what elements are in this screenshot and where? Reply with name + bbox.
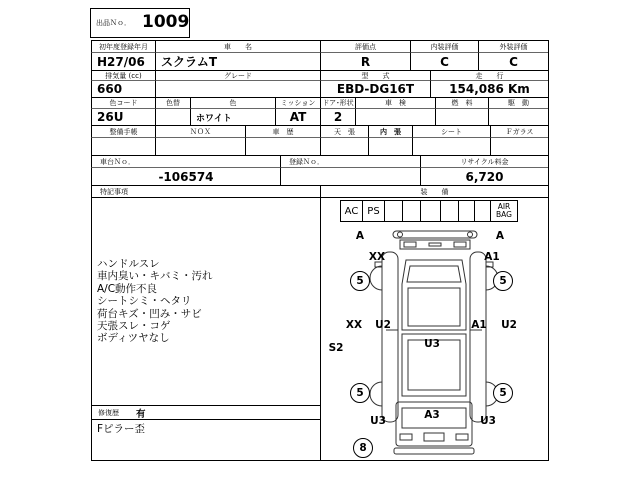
model-code-value: EBD-DG16T bbox=[320, 80, 430, 97]
damage-mark-bed: U3 bbox=[424, 338, 440, 350]
headlight-left bbox=[404, 242, 416, 247]
tail-light-left bbox=[400, 434, 412, 440]
history-value bbox=[245, 137, 320, 155]
color-change-value bbox=[155, 108, 190, 125]
door-trim-value bbox=[368, 137, 412, 155]
chassis-no-label: 車台Ｎｏ． bbox=[91, 155, 280, 167]
color-code-value: 26U bbox=[91, 108, 155, 125]
drive-label: 駆 動 bbox=[488, 97, 548, 108]
equipment-airbag-line2: BAG bbox=[496, 210, 512, 219]
equipment-airbag bbox=[491, 201, 517, 221]
equipment-empty-box bbox=[385, 201, 403, 221]
front-view bbox=[393, 231, 477, 249]
cab-roof bbox=[408, 288, 460, 326]
first-registration-value: H27/06 bbox=[91, 52, 155, 70]
car-name-value: スクラムT bbox=[155, 52, 320, 70]
front-fog-light-right bbox=[468, 232, 473, 237]
recycle-fee-label: リサイクル料金 bbox=[420, 155, 548, 167]
displacement-label: 排気量 (cc) bbox=[91, 70, 155, 80]
exterior-grade-value: C bbox=[478, 52, 548, 70]
mileage-value: 154,086 Km bbox=[430, 80, 548, 97]
equipment-ac bbox=[341, 201, 363, 221]
lot-number: 1009 bbox=[142, 12, 190, 32]
damage-mark-front-left: A bbox=[355, 230, 365, 242]
damage-mark-rear-right: U3 bbox=[480, 415, 496, 427]
front-fog-light-left bbox=[398, 232, 403, 237]
left-side-outline bbox=[382, 252, 398, 422]
license-plate bbox=[424, 433, 444, 441]
grade-value bbox=[155, 80, 320, 97]
repair-history-label: 修復歴 bbox=[98, 409, 119, 417]
inspection-value bbox=[355, 108, 435, 125]
front-grille bbox=[400, 240, 470, 249]
equipment-empty-box bbox=[403, 201, 421, 221]
headliner-value bbox=[320, 137, 368, 155]
repair-history-value: 有 bbox=[136, 409, 146, 419]
equipment-row bbox=[340, 200, 518, 222]
damage-mark-left-mirror: XX bbox=[368, 251, 386, 263]
damage-mark-right-mirror: A1 bbox=[484, 251, 500, 263]
equipment-ps bbox=[363, 201, 385, 221]
door-trim-label: 内 張 bbox=[368, 125, 412, 137]
rear-bumper bbox=[394, 448, 474, 454]
windshield-label: Ｆガラス bbox=[490, 125, 548, 137]
notes-list bbox=[97, 258, 213, 345]
headliner-label: 天 張 bbox=[320, 125, 368, 137]
lot-number-label: 出品Ｎｏ． bbox=[96, 19, 131, 27]
displacement-value: 660 bbox=[91, 80, 155, 97]
tire-mark-spare: 8 bbox=[353, 438, 373, 458]
equipment-empty-box bbox=[421, 201, 441, 221]
note-item: シートシミ・ヘタリ bbox=[97, 295, 192, 308]
interior-grade-value: C bbox=[410, 52, 478, 70]
left-side-view bbox=[370, 252, 398, 422]
tire-mark-rear-left: 5 bbox=[350, 383, 370, 403]
repair-detail: Fピラー歪 bbox=[97, 423, 146, 435]
car-name-label: 車 名 bbox=[155, 40, 320, 52]
tire-mark-front-left: 5 bbox=[350, 271, 370, 291]
note-item: 天張スレ・コゲ bbox=[97, 320, 171, 333]
drive-value bbox=[488, 108, 548, 125]
repair-detail-cell bbox=[91, 419, 320, 460]
repair-history-strip bbox=[91, 405, 320, 419]
grade-label: グレード bbox=[155, 70, 320, 80]
equipment-empty-box bbox=[459, 201, 475, 221]
top-view bbox=[402, 260, 466, 396]
doors-label: ドア･形状 bbox=[320, 97, 355, 108]
lot-number-box bbox=[90, 8, 190, 38]
first-registration-label: 初年度登録年月 bbox=[91, 40, 155, 52]
damage-mark-tailgate: A3 bbox=[424, 409, 440, 421]
recycle-fee-value: 6,720 bbox=[420, 167, 548, 185]
left-front-wheel bbox=[370, 266, 382, 290]
windshield bbox=[407, 266, 461, 282]
headlight-right bbox=[454, 242, 466, 247]
inspection-label: 車 検 bbox=[355, 97, 435, 108]
history-label: 車 歴 bbox=[245, 125, 320, 137]
front-emblem bbox=[429, 243, 441, 246]
left-rear-wheel bbox=[370, 382, 382, 406]
windshield-value bbox=[490, 137, 548, 155]
front-bumper bbox=[393, 231, 477, 238]
nox-label: ＮＯＸ bbox=[155, 125, 245, 137]
color-label: 色 bbox=[190, 97, 275, 108]
fuel-value bbox=[435, 108, 488, 125]
tail-light-right bbox=[456, 434, 468, 440]
color-change-label: 色替 bbox=[155, 97, 190, 108]
equipment-ac-label: AC bbox=[344, 205, 359, 217]
tire-mark-rear-right: 5 bbox=[493, 383, 513, 403]
tire-mark-front-right: 5 bbox=[493, 271, 513, 291]
equipment-empty-box bbox=[475, 201, 491, 221]
service-book-value bbox=[91, 137, 155, 155]
seat-value bbox=[412, 137, 490, 155]
notes-cell bbox=[91, 197, 320, 405]
damage-mark-front-right: A bbox=[495, 230, 505, 242]
note-item: ハンドルスレ bbox=[97, 258, 160, 270]
damage-mark-right-door: A1 bbox=[471, 319, 487, 331]
model-code-label: 型 式 bbox=[320, 70, 430, 80]
doors-value: 2 bbox=[320, 108, 355, 125]
color-value: ホワイト bbox=[190, 108, 275, 125]
nox-value bbox=[155, 137, 245, 155]
score-value: R bbox=[320, 52, 410, 70]
color-code-label: 色コード bbox=[91, 97, 155, 108]
right-side-outline bbox=[470, 252, 486, 422]
equipment-empty-box bbox=[441, 201, 459, 221]
damage-mark-left-door: U2 bbox=[375, 319, 391, 331]
mileage-label: 走 行 bbox=[430, 70, 548, 80]
transmission-label: ミッション bbox=[275, 97, 320, 108]
equipment-airbag-line1: AIR bbox=[497, 202, 511, 211]
registration-no-label: 登録Ｎｏ． bbox=[280, 155, 420, 167]
cab-outline bbox=[402, 260, 466, 330]
interior-grade-label: 内装評価 bbox=[410, 40, 478, 52]
registration-no-value bbox=[280, 167, 420, 185]
note-item: A/C動作不良 bbox=[97, 282, 158, 295]
damage-mark-left-front-side: XX bbox=[345, 319, 363, 331]
note-item: 車内臭い・キバミ・汚れ bbox=[97, 270, 213, 283]
exterior-grade-label: 外装評価 bbox=[478, 40, 548, 52]
chassis-no-value: -106574 bbox=[91, 167, 280, 185]
score-label: 評価点 bbox=[320, 40, 410, 52]
damage-mark-right-side: U2 bbox=[501, 319, 517, 331]
fuel-label: 燃 料 bbox=[435, 97, 488, 108]
damage-mark-left-rear-side: S2 bbox=[328, 342, 344, 354]
equipment-label: 装 備 bbox=[320, 185, 548, 197]
damage-mark-rear-left: U3 bbox=[370, 415, 386, 427]
equipment-ps-label: PS bbox=[367, 205, 380, 217]
note-item: 荷台キズ・凹み・サビ bbox=[97, 307, 202, 320]
service-book-label: 整備手帳 bbox=[91, 125, 155, 137]
transmission-value: AT bbox=[275, 108, 320, 125]
note-item: ボディツヤなし bbox=[97, 332, 170, 345]
seat-label: シート bbox=[412, 125, 490, 137]
notes-label: 特記事項 bbox=[91, 185, 320, 197]
